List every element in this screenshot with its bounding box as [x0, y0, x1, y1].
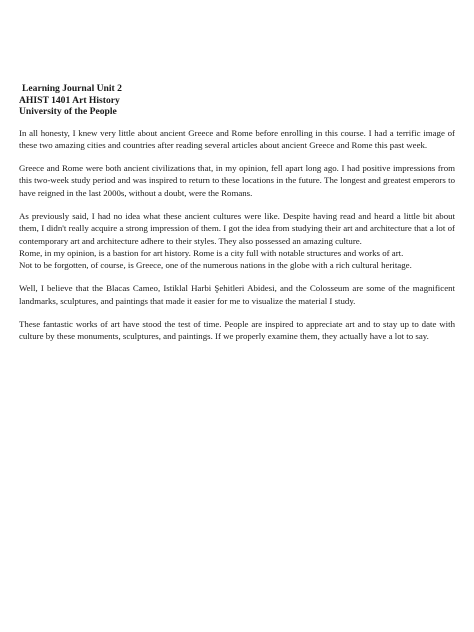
document-page [19, 83, 455, 343]
journal-title: Learning Journal Unit 2 [22, 83, 122, 94]
paragraph-conclusion: These fantastic works of art have stood the test of time. People are inspired to appreciate art and to stay up to date with culture by these monuments, sculptures, and paintings. If we properly examine them, they actually have a lot to say. [19, 319, 455, 342]
paragraph-landmarks: Well, I believe that the Blacas Cameo, Istiklal Harbi Şehitleri Abidesi, and the Colosseum are some of the magnificent landmarks, sculptures, and paintings that made it easier for me to visualize the material I study. [19, 283, 455, 306]
course-name: AHIST 1401 Art History [19, 94, 120, 106]
paragraph-intro: In all honesty, I knew very little about ancient Greece and Rome before enrolling in this course. I had a terrific image of these two amazing cities and countries after reading several articles about ancient Greece and Rome this past week. [19, 127, 455, 150]
paragraph-civilizations: Greece and Rome were both ancient civilizations that, in my opinion, fell apart long ago. I had positive impressions from this two-week study period and was inspired to return to these locations in the future. The longest and greatest emperors to have reigned in the last 2000s, without a doubt, were the Romans. [19, 163, 455, 198]
paragraph-rome: Rome, in my opinion, is a bastion for art history. Rome is a city full with notable structures and works of art. [19, 247, 404, 258]
paragraph-impressions: As previously said, I had no idea what these ancient cultures were like. Despite having read and heard a little bit about them, I didn't really acquire a strong impression of them. I got the idea from studying their art and architecture that a lot of contemporary art and architecture adhere to their styles. They also possessed an amazing culture. [19, 210, 455, 246]
institution-name: University of the People [19, 106, 117, 117]
paragraph-greece: Not to be forgotten, of course, is Greece, one of the numerous nations in the globe with a rich cultural heritage. [19, 260, 412, 271]
